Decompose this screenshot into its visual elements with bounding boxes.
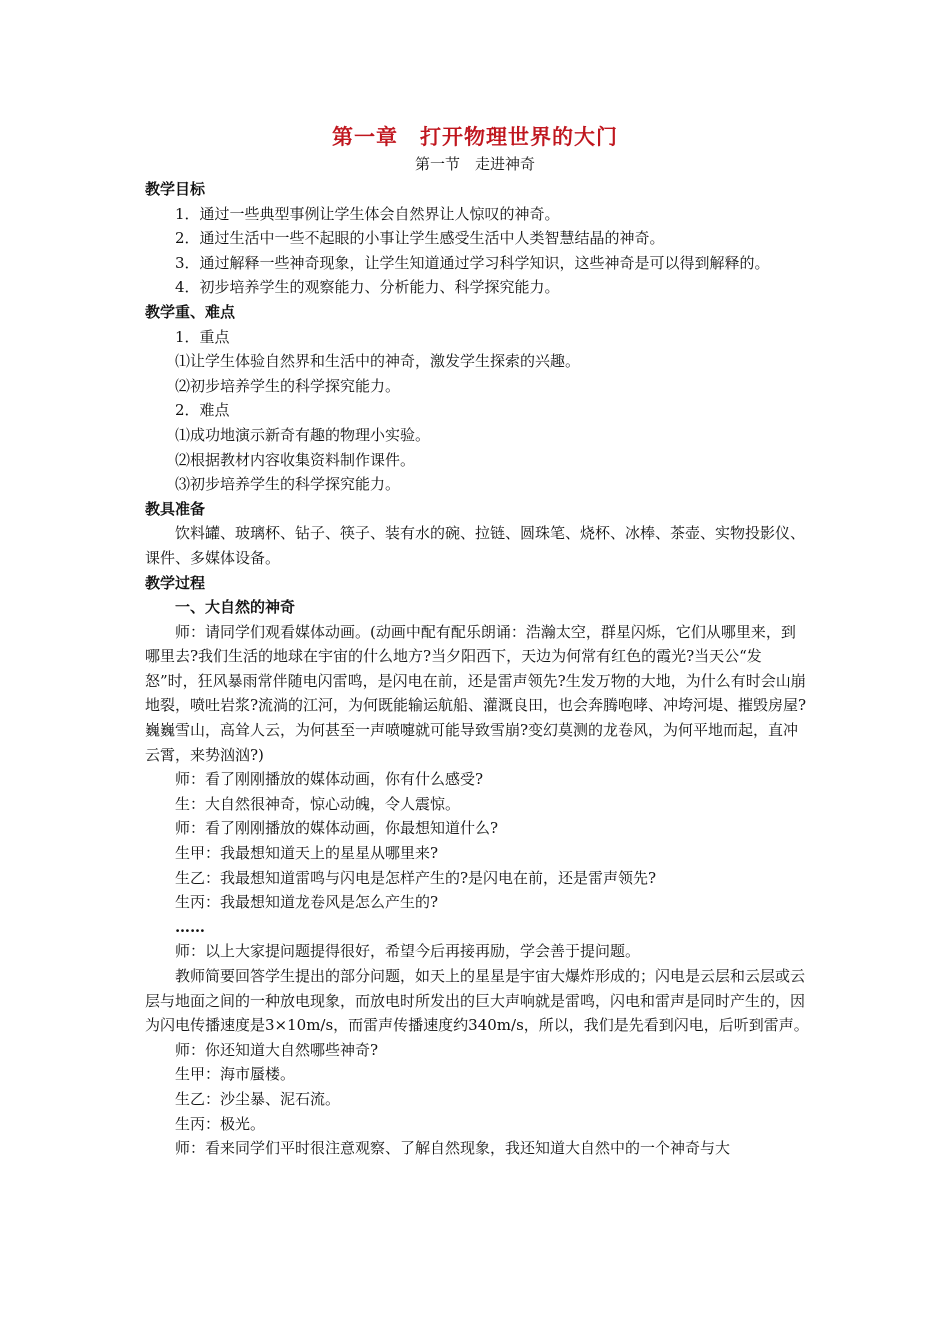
dialog-line: 生丙：极光。 <box>175 1114 266 1133</box>
goal-item: 1．通过一些典型事例让学生体会自然界让人惊叹的神奇。 <box>175 204 560 223</box>
goal-item: 2．通过生活中一些不起眼的小事让学生感受生活中人类智慧结晶的神奇。 <box>175 229 665 248</box>
dialog-line: 生乙：我最想知道雷鸣与闪电是怎样产生的?是闪电在前，还是雷声领先? <box>175 868 657 887</box>
tools-text: 饮料罐、玻璃杯、钻子、筷子、装有水的碗、拉链、圆珠笔、烧杯、冰棒、茶壶、实物投影仪、课件、多媒体设备。 <box>145 524 806 567</box>
dialog-line: 生：大自然很神奇，惊心动魄，令人震惊。 <box>175 794 461 813</box>
dialog-line: 师：看了刚刚播放的媒体动画，你最想知道什么? <box>175 819 499 838</box>
difficult-item: ⑴成功地演示新奇有趣的物理小实验。 <box>175 425 431 444</box>
dialog-line: 生乙：沙尘暴、泥石流。 <box>175 1089 341 1108</box>
dialog-line: 师：请同学们观看媒体动画。(动画中配有配乐朗诵：浩瀚太空，群星闪烁，它们从哪里来，到哪里去?我们生活的地球在宇宙的什么地方?当夕阳西下，天边为何常有红色的霞光?当天公“发怒”时，狂风暴雨常伴随电闪雷鸣，是闪电在前，还是雷声领先?生发万物的大地，为什么有时会山崩地裂，喷吐岩浆?流淌的江河，为何既能输运航船、灌溉良田，也会奔腾咆哮、冲垮河堤、摧毁房屋?巍巍雪山，高耸人云，为何甚至一声喷嚏就可能导致雪崩?变幻莫测的龙卷风，为何平地而起，直冲云霄，来势汹汹?) <box>145 622 807 764</box>
dialog-line: 师：看了刚刚播放的媒体动画，你有什么感受? <box>175 770 484 789</box>
difficult-item: ⑵根据教材内容收集资料制作课件。 <box>175 450 416 469</box>
dialog-line: 生丙：我最想知道龙卷风是怎么产生的? <box>175 893 439 912</box>
dialog-line: 师：以上大家提问题提得很好，希望今后再接再励，学会善于提问题。 <box>175 942 641 961</box>
dialog-line: 生甲：海市蜃楼。 <box>175 1065 296 1084</box>
key-difficult-heading: 教学重、难点 <box>145 302 236 321</box>
section-title: 第一节 走进神奇 <box>414 155 535 173</box>
process-heading: 教学过程 <box>145 573 206 592</box>
dialog-line: 教师简要回答学生提出的部分问题，如天上的星星是宇宙大爆炸形成的；闪电是云层和云层或云层与地面之间的一种放电现象，而放电时所发出的巨大声响就是雷鸣，闪电和雷声是同时产生的，因为闪电传播速度是3×10m/s，而雷声传播速度约340m/s，所以，我们是先看到闪电，后听到雷声。 <box>145 967 809 1035</box>
chapter-title: 第一章 打开物理世界的大门 <box>332 124 618 149</box>
difficult-label: 2．难点 <box>175 401 230 420</box>
dialog-line: 师：你还知道大自然哪些神奇? <box>175 1040 379 1059</box>
key-item: ⑴让学生体验自然界和生活中的神奇，激发学生探索的兴趣。 <box>175 352 581 371</box>
goal-item: 3．通过解释一些神奇现象，让学生知道通过学习科学知识，这些神奇是可以得到解释的。 <box>175 253 770 272</box>
difficult-item: ⑶初步培养学生的科学探究能力。 <box>175 475 401 494</box>
tools-heading: 教具准备 <box>145 499 206 518</box>
dialog-line: 生甲：我最想知道天上的星星从哪里来? <box>175 844 439 863</box>
ellipsis-line: …… <box>175 917 205 936</box>
dialog-line: 师：看来同学们平时很注意观察、了解自然现象，我还知道大自然中的一个神奇与大 <box>175 1139 731 1158</box>
key-item: ⑵初步培养学生的科学探究能力。 <box>175 376 401 395</box>
document-body <box>145 177 810 1161</box>
process-subheading: 一、大自然的神奇 <box>175 598 296 617</box>
key-label: 1．重点 <box>175 327 230 346</box>
goals-heading: 教学目标 <box>145 180 206 198</box>
goal-item: 4．初步培养学生的观察能力、分析能力、科学探究能力。 <box>175 278 560 297</box>
